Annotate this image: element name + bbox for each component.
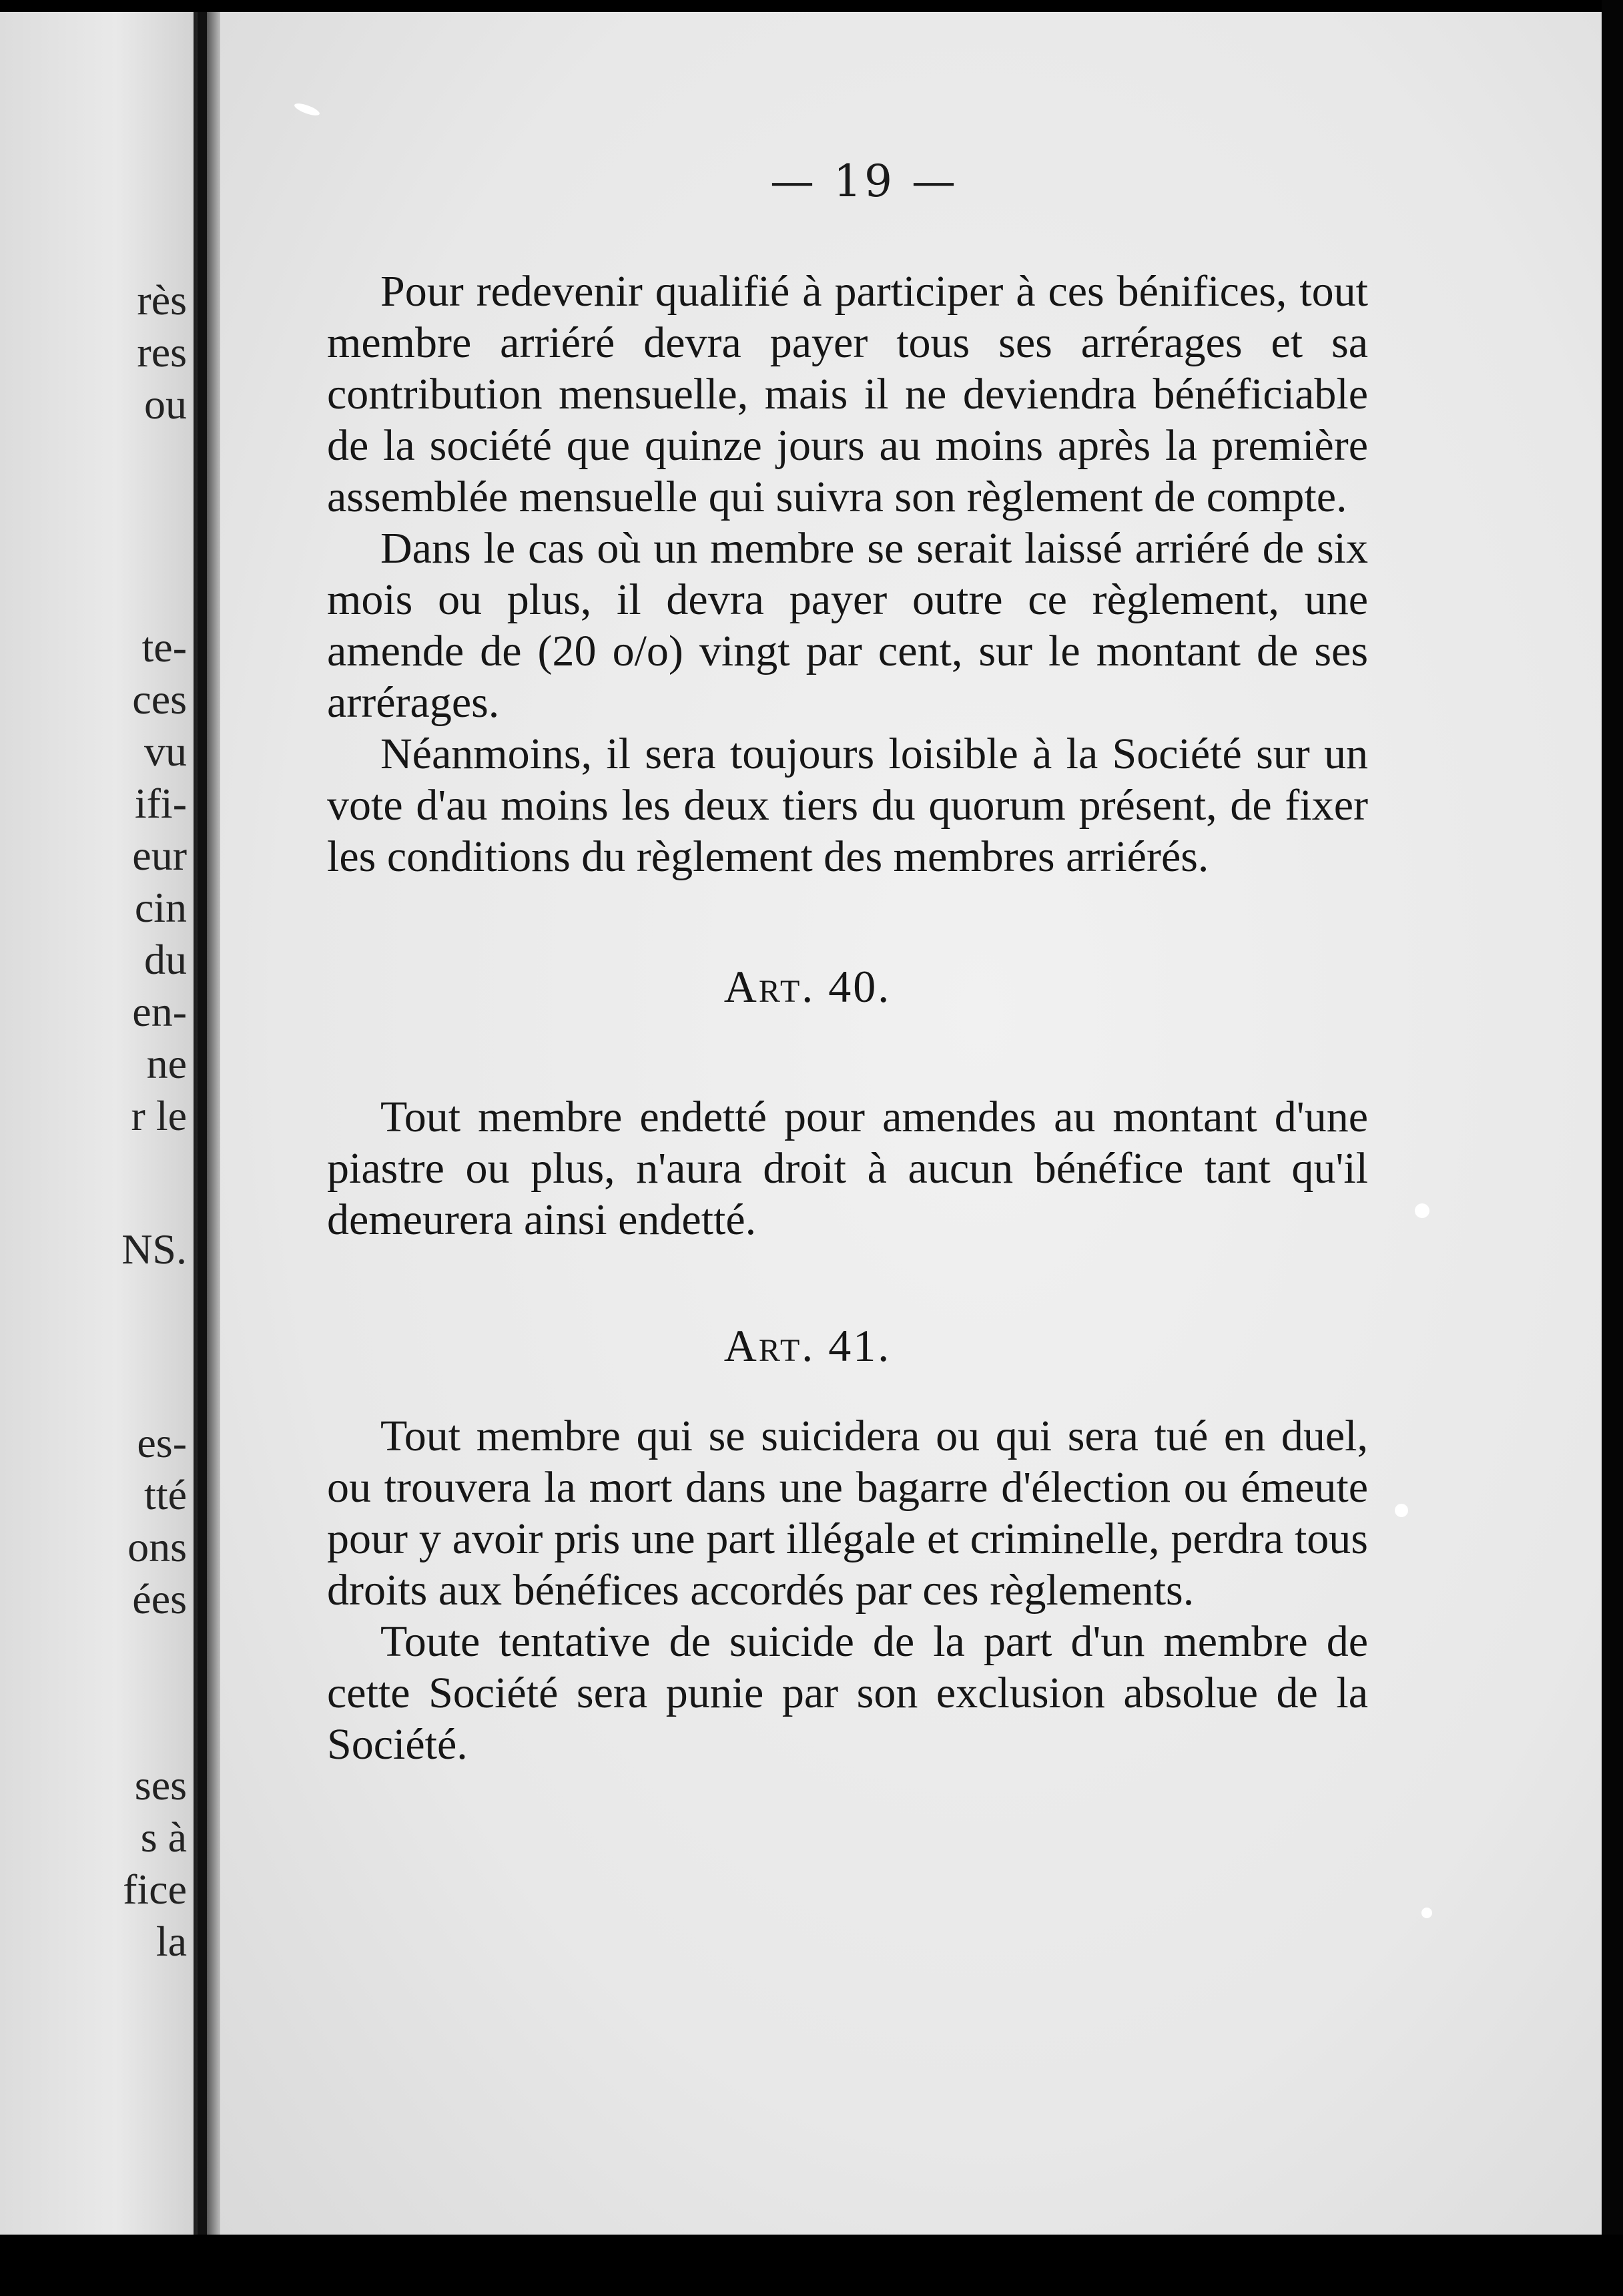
facing-page-fragment: ifi- (134, 780, 187, 827)
facing-page-fragment: ces (132, 675, 187, 723)
paragraph: Toute tentative de suicide de la part d'un membre de cette Société sera punie par son exclusion absolue de la Société. (327, 1617, 1368, 1769)
scan-border-bottom (0, 2235, 1623, 2296)
facing-page-fragment: res (137, 328, 187, 376)
facing-page-fragment: s à (140, 1813, 187, 1861)
article-heading: Art. 40. (723, 961, 892, 1012)
page-number: — 19 — (770, 156, 958, 207)
facing-page-fragment: cin (134, 884, 187, 931)
paragraph: Dans le cas où un membre se serait laissé arriéré de six mois ou plus, il devra payer outre ce règlement, une amende de (20 o/o) vingt par cent, sur le montant de ses arrérages. (327, 524, 1368, 727)
facing-page-fragment: rès (137, 276, 187, 324)
facing-page-fragment: ne (146, 1040, 187, 1087)
paragraph: Pour redevenir qualifié à participer à ces bénifices, tout membre arriéré devra payer tous ses arrérages et sa contribution mensuelle, mais il ne deviendra bénéficiable de la société que quinze jours au moins après la première assemblée mensuelle qui suivra son règlement de compte. (327, 267, 1368, 521)
facing-page-fragment: du (144, 936, 187, 983)
page-body (327, 266, 1368, 1770)
scan-speck (1421, 1908, 1432, 1918)
scan-speck (1395, 1504, 1408, 1517)
facing-page-fragment: es- (137, 1419, 187, 1466)
article-heading: Art. 41. (723, 1320, 892, 1371)
paragraph: Tout membre endetté pour amendes au montant d'une piastre ou plus, n'aura droit à aucun bénéfice tant qu'il demeurera ainsi endetté. (327, 1093, 1368, 1244)
facing-page-fragment: ons (127, 1523, 187, 1570)
scan-speck (1415, 1203, 1429, 1218)
book-page (220, 12, 1602, 2235)
facing-page-fragment: vu (144, 728, 187, 775)
facing-page-edge (0, 12, 194, 2235)
paragraph: Tout membre qui se suicidera ou qui sera tué en duel, ou trouvera la mort dans une bagarre d'élection ou émeute pour y avoir pris une part illégale et criminelle, perdra tous droits aux bénéfices accordés par ces règlements. (327, 1412, 1368, 1615)
facing-page-fragment: ses (134, 1761, 187, 1809)
facing-page-fragment: la (155, 1918, 187, 1965)
facing-page-fragment: ou (144, 380, 187, 428)
facing-page-fragment: eur (132, 832, 187, 879)
facing-page-fragment: NS. (121, 1225, 187, 1273)
facing-page-fragment: fice (123, 1866, 187, 1913)
facing-page-fragment: r le (131, 1092, 187, 1139)
scan-speck (293, 101, 321, 118)
spine-shadow (198, 12, 207, 2235)
paragraph: Néanmoins, il sera toujours loisible à la Société sur un vote d'au moins les deux tiers du quorum présent, de fixer les conditions du règlement des membres arriérés. (327, 730, 1368, 881)
facing-page-fragment: tté (144, 1471, 187, 1518)
facing-page-fragment: ées (132, 1575, 187, 1623)
facing-page-fragment: te- (141, 623, 187, 671)
facing-page-fragment: en- (132, 988, 187, 1035)
scan-border-right (1602, 0, 1623, 2296)
